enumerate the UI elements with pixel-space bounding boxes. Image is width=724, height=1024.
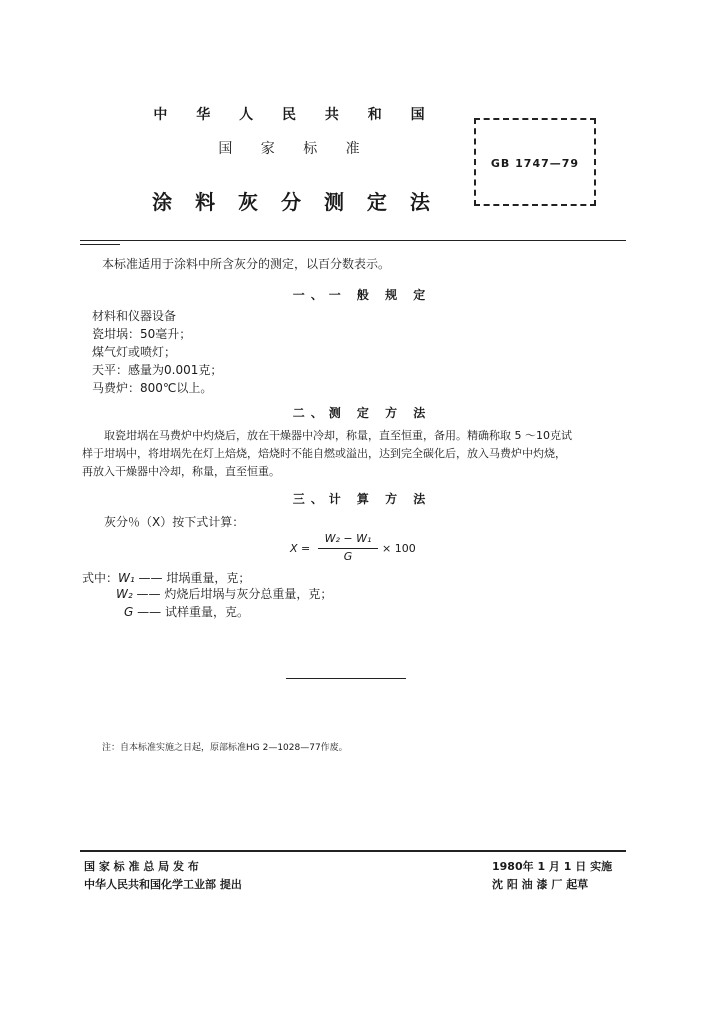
- formula-lhs: X =: [290, 542, 311, 555]
- standard-number: GB 1747—79: [490, 157, 580, 170]
- section2-heading: 二、测 定 方 法: [292, 406, 432, 420]
- intro-text: 本标准适用于涂料中所含灰分的测定，以百分数表示。: [102, 257, 391, 271]
- where-symbol: G: [124, 605, 134, 619]
- ash-formula: [290, 532, 420, 566]
- issued-by: 国 家 标 准 总 局 发 布: [84, 860, 199, 873]
- footer-divider: [80, 850, 626, 852]
- footnote: 注：自本标准实施之日起，原部标准HG 2—1028—77作废。: [102, 743, 348, 753]
- header-divider-short: [80, 244, 120, 245]
- where-text: —— 坩埚重量，克；: [138, 571, 251, 585]
- standard-number-box: [474, 118, 596, 206]
- where-line: [82, 570, 250, 586]
- where-line: [124, 604, 249, 620]
- formula-intro: 灰分％（X）按下式计算：: [104, 515, 245, 529]
- where-line: [116, 586, 332, 602]
- section2-line: 再放入干燥器中冷却，称量，直至恒重。: [82, 465, 280, 478]
- proposed-by: 中华人民共和国化学工业部 提出: [84, 878, 242, 891]
- where-prefix: 式中：: [82, 571, 119, 585]
- section1-line: 煤气灯或喷灯；: [92, 345, 177, 359]
- formula-numerator: W₂ − W₁: [324, 532, 372, 545]
- where-text: —— 灼烧后坩埚与灰分总重量，克；: [136, 587, 333, 601]
- section1-line: 马费炉：800℃以上。: [92, 381, 213, 395]
- section3-heading: 三、计 算 方 法: [292, 492, 432, 506]
- section1-line: 瓷坩埚：50毫升；: [92, 327, 192, 341]
- section2-line: 取瓷坩埚在马费炉中灼烧后，放在干燥器中冷却，称量，直至恒重，备用。精确称取 5 ～10克试: [104, 429, 572, 442]
- section1-line: 天平：感量为0.001克；: [92, 363, 223, 377]
- header-divider: [80, 240, 626, 241]
- where-text: —— 试样重量，克。: [137, 605, 249, 619]
- formula-denominator: G: [343, 550, 353, 563]
- section1-line: 材料和仪器设备: [92, 309, 177, 323]
- section2-line: 样于坩埚中，将坩埚先在灯上焙烧，焙烧时不能自燃或溢出，达到完全碳化后，放入马费炉中灼烧，: [82, 447, 566, 460]
- effective-date: 1980年 1 月 1 日 实施: [492, 860, 613, 873]
- fraction-bar: [318, 548, 378, 549]
- where-symbol: W₁: [118, 571, 135, 585]
- national-standard-heading: 国 家 标 准: [218, 141, 372, 157]
- end-rule: [286, 678, 406, 679]
- standard-title: 涂 料 灰 分 测 定 法: [152, 190, 438, 214]
- formula-multiplier: × 100: [382, 542, 416, 555]
- country-heading: 中 华 人 民 共 和 国: [153, 107, 437, 123]
- where-symbol: W₂: [116, 587, 133, 601]
- section1-heading: 一、一 般 规 定: [292, 288, 432, 302]
- drafted-by: 沈 阳 油 漆 厂 起草: [492, 878, 589, 891]
